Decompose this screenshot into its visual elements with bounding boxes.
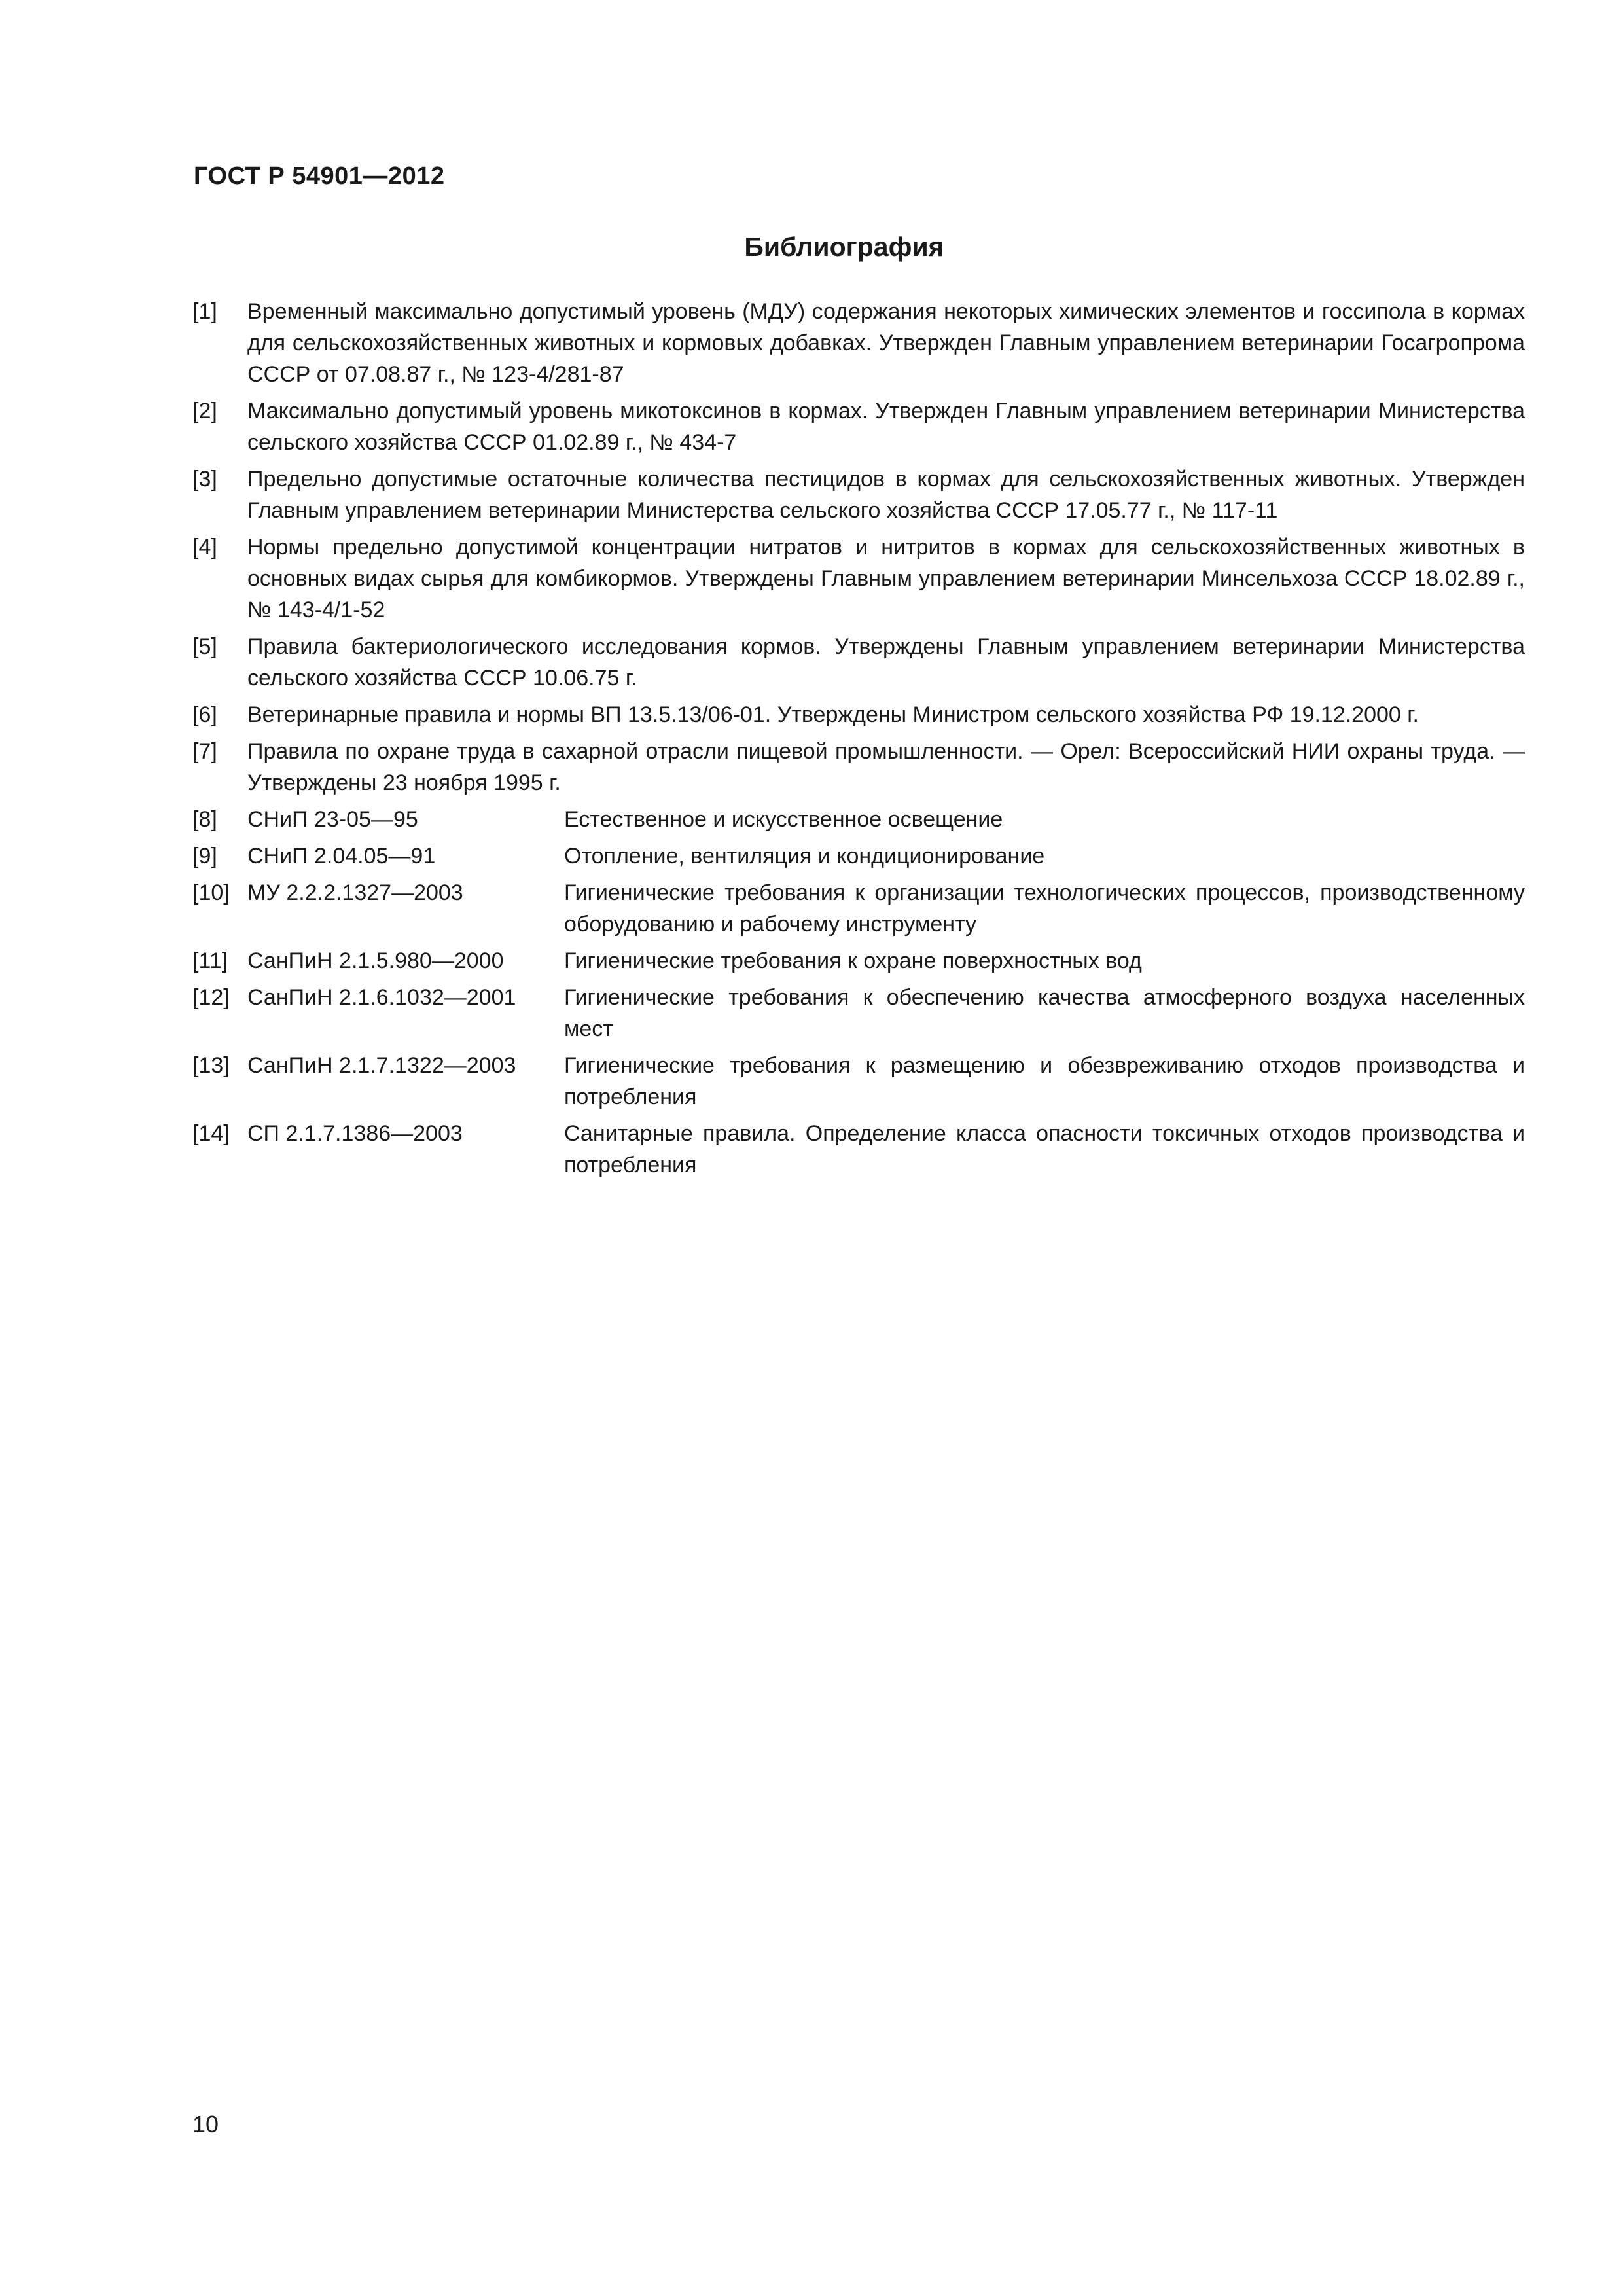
bibliography-entry — [192, 463, 1525, 526]
entry-text: Правила бактериологического исследования кормов. Утверждены Главным управлением ветеринарии Министерства сельского хозяйства СССР 10.06.75 г. — [247, 634, 1525, 691]
entry-text: Максимально допустимый уровень микотоксинов в кормах. Утвержден Главным управлением ветеринарии Министерства сельского хозяйства СССР 01.02.89 г., № 434-7 — [247, 399, 1525, 455]
standard-entry — [192, 1050, 1525, 1113]
bibliography-entry — [192, 699, 1525, 730]
standard-entry — [192, 840, 1525, 872]
standard-code: СанПиН 2.1.7.1322—2003 — [247, 1053, 516, 1078]
bibliography-entry — [192, 736, 1525, 798]
standard-code: СНиП 2.04.05—91 — [247, 844, 436, 869]
standard-entry — [192, 1118, 1525, 1181]
entry-number: [1] — [192, 299, 217, 324]
entry-number: [10] — [192, 880, 230, 905]
standard-entry — [192, 982, 1525, 1045]
standard-title: Гигиенические требования к обеспечению качества атмосферного воздуха населенных мест — [564, 985, 1525, 1041]
bibliography-entry — [192, 631, 1525, 694]
standard-code: МУ 2.2.2.1327—2003 — [247, 880, 463, 905]
bibliography-entry — [192, 395, 1525, 458]
standard-title: Гигиенические требования к организации технологических процессов, производственному оборудованию и рабочему инструменту — [564, 880, 1525, 937]
bibliography-title: Библиография — [744, 232, 944, 262]
entry-number: [4] — [192, 535, 217, 560]
entry-number: [14] — [192, 1121, 230, 1146]
bibliography-entry — [192, 531, 1525, 626]
standard-title: Отопление, вентиляция и кондиционирование — [564, 844, 1045, 869]
entry-number: [3] — [192, 467, 217, 492]
standard-entry — [192, 945, 1525, 977]
standard-code: СП 2.1.7.1386—2003 — [247, 1121, 463, 1146]
standard-title: Санитарные правила. Определение класса опасности токсичных отходов производства и потребления — [564, 1121, 1525, 1177]
document-code: ГОСТ Р 54901—2012 — [194, 162, 445, 190]
entry-number: [6] — [192, 702, 217, 727]
entry-number: [12] — [192, 985, 230, 1010]
entry-text: Ветеринарные правила и нормы ВП 13.5.13/06-01. Утверждены Министром сельского хозяйства РФ 19.12.2000 г. — [247, 702, 1419, 727]
entry-number: [7] — [192, 739, 217, 764]
standard-code: СанПиН 2.1.5.980—2000 — [247, 948, 504, 973]
entry-text: Предельно допустимые остаточные количества пестицидов в кормах для сельскохозяйственных животных. Утвержден Главным управлением ветеринарии Министерства сельского хозяйства СССР 17.05.77 г., № 117-11 — [247, 467, 1525, 523]
bibliography-entry — [192, 296, 1525, 390]
standard-code: СНиП 23-05—95 — [247, 807, 418, 832]
bibliography-list — [192, 296, 1525, 1186]
entry-number: [9] — [192, 844, 217, 869]
page-number: 10 — [192, 2111, 219, 2138]
standard-title: Гигиенические требования к охране поверхностных вод — [564, 948, 1142, 973]
standard-title: Естественное и искусственное освещение — [564, 807, 1003, 832]
entry-number: [8] — [192, 807, 217, 832]
entry-number: [2] — [192, 399, 217, 423]
entry-text: Правила по охране труда в сахарной отрасли пищевой промышленности. — Орел: Всероссийский НИИ охраны труда. — Утверждены 23 ноября 1995 г. — [247, 739, 1525, 795]
entry-text: Временный максимально допустимый уровень (МДУ) содержания некоторых химических элементов и госсипола в кормах для сельскохозяйственных животных и кормовых добавках. Утвержден Главным управлением ветеринарии Госагропрома СССР от 07.08.87 г., № 123-4/281-87 — [247, 299, 1525, 387]
standard-title: Гигиенические требования к размещению и обезвреживанию отходов производства и потребления — [564, 1053, 1525, 1109]
standard-entry — [192, 877, 1525, 940]
standard-entry — [192, 804, 1525, 835]
standard-code: СанПиН 2.1.6.1032—2001 — [247, 985, 516, 1010]
entry-text: Нормы предельно допустимой концентрации нитратов и нитритов в кормах для сельскохозяйственных животных в основных видах сырья для комбикормов. Утверждены Главным управлением ветеринарии Минсельхоза СССР 18.02.89 г., № 143-4/1-52 — [247, 535, 1525, 622]
entry-number: [13] — [192, 1053, 230, 1078]
entry-number: [5] — [192, 634, 217, 659]
entry-number: [11] — [192, 948, 228, 973]
